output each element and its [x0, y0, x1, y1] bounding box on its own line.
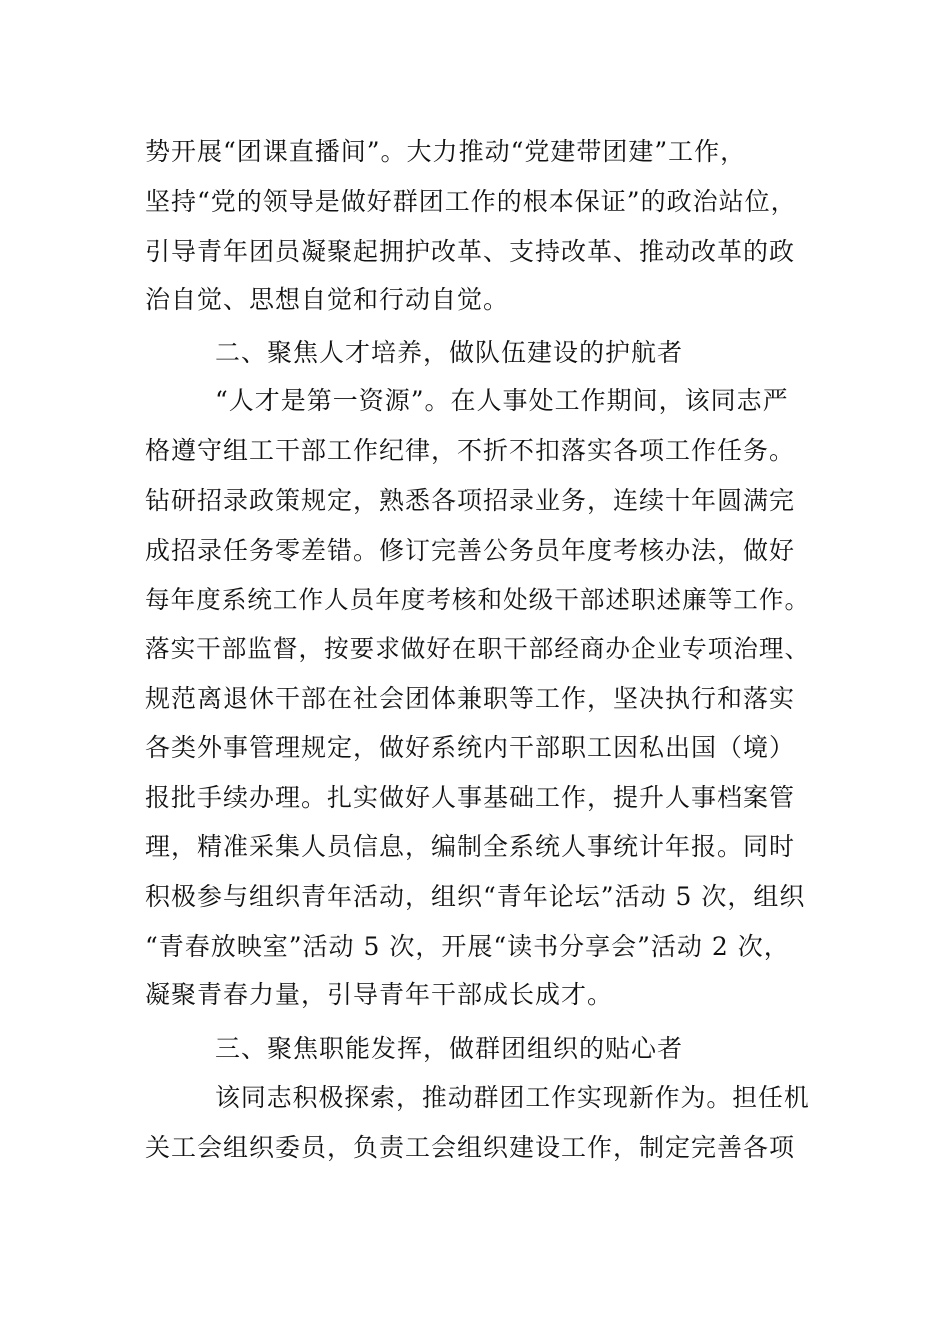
text-line: 势开展“团课直播间”。大力推动“党建带团建”工作，: [145, 137, 747, 166]
text-line: “青春放映室”活动 5 次，开展“读书分享会”活动 2 次，: [145, 932, 790, 961]
text-line: 治自觉、思想自觉和行动自觉。: [145, 285, 510, 314]
text-line: 引导青年团员凝聚起拥护改革、支持改革、推动改革的政: [145, 237, 796, 266]
paragraph-first-line: 该同志积极探索，推动群团工作实现新作为。担任机: [215, 1083, 810, 1112]
text-line: 钻研招录政策规定，熟悉各项招录业务，连续十年圆满完: [145, 486, 796, 515]
text-line: 坚持“党的领导是做好群团工作的根本保证”的政治站位，: [145, 187, 797, 216]
text-line: 报批手续办理。扎实做好人事基础工作，提升人事档案管: [145, 783, 796, 812]
text-line: 规范离退休干部在社会团体兼职等工作，坚决执行和落实: [145, 684, 796, 713]
paragraph-first-line: “人才是第一资源”。在人事处工作期间，该同志严: [215, 386, 789, 415]
text-line: 格遵守组工干部工作纪律，不折不扣落实各项工作任务。: [145, 436, 796, 465]
text-line: 积极参与组织青年活动，组织“青年论坛”活动 5 次，组织: [145, 882, 806, 911]
text-line: 凝聚青春力量，引导青年干部成长成才。: [145, 980, 614, 1009]
text-line: 理，精准采集人员信息，编制全系统人事统计年报。同时: [145, 832, 796, 861]
text-line: 每年度系统工作人员年度考核和处级干部述职述廉等工作。: [145, 585, 811, 614]
section-heading: 二、聚焦人才培养，做队伍建设的护航者: [215, 338, 684, 367]
text-line: 成招录任务零差错。修订完善公务员年度考核办法，做好: [145, 536, 796, 565]
text-line: 落实干部监督，按要求做好在职干部经商办企业专项治理、: [145, 634, 811, 663]
section-heading: 三、聚焦职能发挥，做群团组织的贴心者: [215, 1034, 684, 1063]
text-line: 关工会组织委员，负责工会组织建设工作，制定完善各项: [145, 1133, 796, 1162]
text-line: 各类外事管理规定，做好系统内干部职工因私出国（境）: [145, 733, 796, 762]
